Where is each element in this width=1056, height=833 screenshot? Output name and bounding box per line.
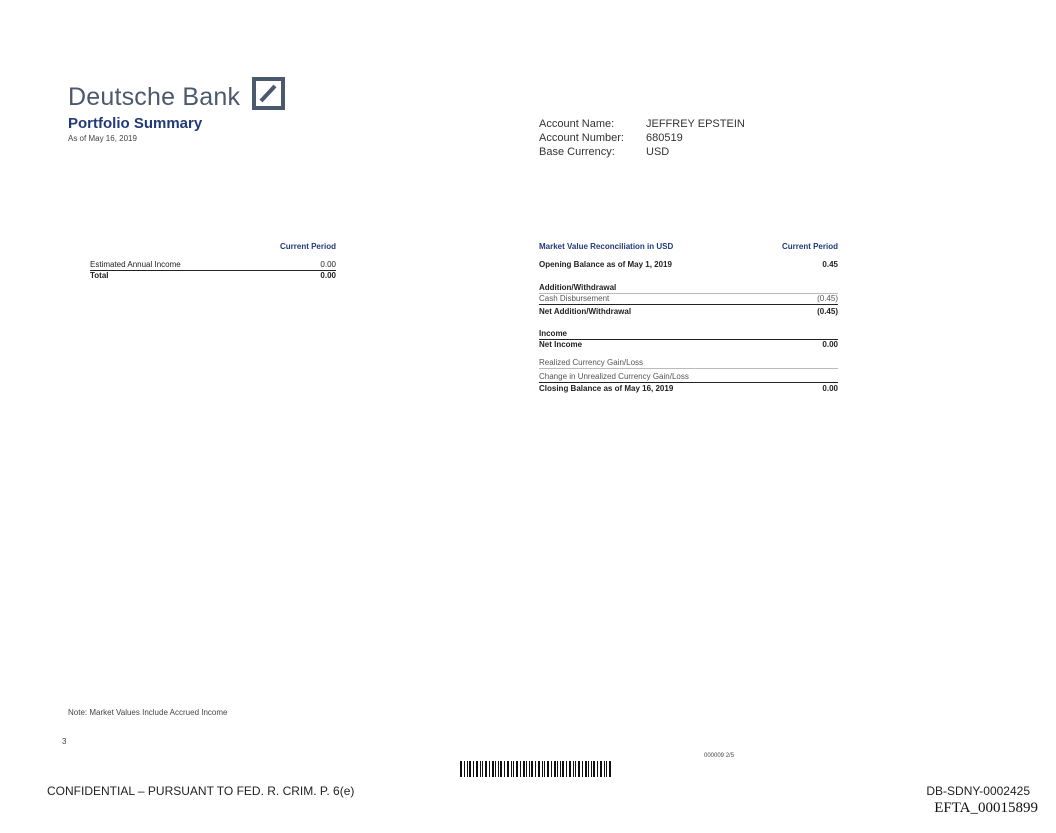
reconciliation-header [539, 242, 838, 254]
account-name-value: JEFFREY EPSTEIN [646, 118, 745, 130]
as-of-date: As of May 16, 2019 [68, 134, 137, 143]
base-currency-label: Base Currency: [539, 146, 615, 158]
opening-balance-row [539, 260, 838, 270]
closing-balance-row [539, 384, 838, 394]
section-heading: Addition/Withdrawal [539, 283, 617, 292]
row-label: Net Addition/Withdrawal [539, 307, 632, 316]
addition-withdrawal-heading [539, 283, 838, 294]
row-label: Cash Disbursement [539, 294, 610, 303]
net-income-row [539, 340, 838, 350]
deutsche-bank-slash-icon [252, 77, 285, 110]
base-currency-row [539, 145, 745, 159]
income-column-header: Current Period [279, 242, 336, 251]
account-number-label: Account Number: [539, 132, 624, 144]
account-name-row [539, 117, 745, 131]
market-value-reconciliation-table [539, 242, 838, 394]
row-value: 0.00 [822, 340, 838, 349]
barcode-icon [460, 761, 612, 777]
barcode-id: 000009 2/5 [704, 753, 735, 759]
income-heading [539, 329, 838, 340]
row-label: Closing Balance as of May 16, 2019 [539, 384, 674, 393]
reconciliation-column-header: Current Period [781, 242, 838, 251]
reconciliation-title: Market Value Reconciliation in USD [539, 242, 674, 251]
page-number: 3 [62, 737, 67, 746]
row-value: 0.45 [822, 260, 838, 269]
net-addition-withdrawal-row [539, 307, 838, 317]
table-row [90, 260, 336, 271]
row-label: Estimated Annual Income [90, 260, 181, 269]
row-value: (0.45) [817, 307, 838, 316]
row-label: Realized Currency Gain/Loss [539, 358, 644, 367]
cash-disbursement-row [539, 294, 838, 305]
account-info [539, 117, 745, 159]
account-name-label: Account Name: [539, 118, 615, 130]
efta-number: EFTA_00015899 [934, 800, 1038, 816]
bates-number: DB-SDNY-0002425 [926, 784, 1030, 798]
total-row [90, 271, 336, 281]
base-currency-value: USD [646, 146, 670, 158]
income-summary-table [90, 242, 336, 281]
deutsche-bank-logo [68, 74, 285, 110]
section-heading: Income [539, 329, 568, 338]
row-value: 0.00 [320, 271, 336, 280]
row-value: (0.45) [817, 294, 838, 303]
account-number-value: 680519 [646, 132, 683, 144]
realized-currency-row [539, 358, 838, 369]
row-label: Opening Balance as of May 1, 2019 [539, 260, 672, 269]
row-label: Net Income [539, 340, 583, 349]
row-label: Change in Unrealized Currency Gain/Loss [539, 372, 689, 381]
logo-text: Deutsche Bank [68, 83, 241, 111]
confidential-notice: CONFIDENTIAL – PURSUANT TO FED. R. CRIM. P. 6(e) [47, 784, 355, 798]
unrealized-currency-row [539, 372, 838, 383]
row-label: Total [90, 271, 109, 280]
account-number-row [539, 131, 745, 145]
row-value: 0.00 [320, 260, 336, 269]
row-value: 0.00 [822, 384, 838, 393]
footnote: Note: Market Values Include Accrued Income [68, 708, 228, 717]
page-title: Portfolio Summary [68, 115, 203, 132]
